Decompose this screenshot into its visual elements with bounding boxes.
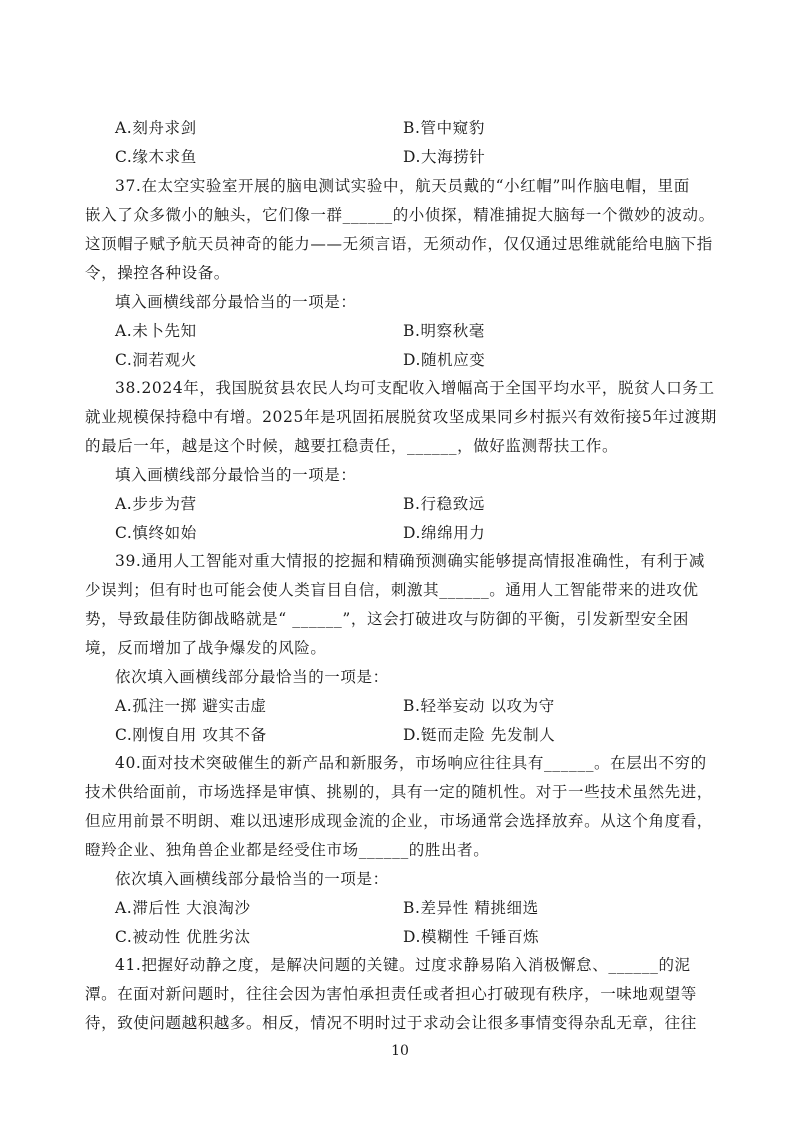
q40-stem-line-3: 但应用前景不明朗、难以迅速形成现金流的企业，市场通常会选择放弃。从这个角度看， — [85, 812, 713, 830]
q39-option-a: A.孤注一掷 避实击虚 — [115, 697, 267, 715]
q39-stem-line-1: 39.通用人工智能对重大情报的挖掘和精确预测确实能够提高情报准确性，有利于减 — [115, 552, 705, 570]
q37-option-a: A.未卜先知 — [115, 322, 197, 340]
q39-prompt: 依次填入画横线部分最恰当的一项是： — [115, 668, 389, 686]
q39-stem-line-3: 势，导致最佳防御战略就是“ ______”，这会打破进攻与防御的平衡，引发新型安全困 — [85, 610, 689, 628]
q39-option-b: B.轻举妄动 以攻为守 — [403, 697, 555, 715]
q38-option-c: C.慎终如始 — [115, 524, 197, 542]
q41-stem-line-3: 待，致使问题越积越多。相反，情况不明时过于求动会让很多事情变得杂乱无章，往往 — [85, 1014, 697, 1032]
q38-option-b: B.行稳致远 — [403, 495, 485, 513]
q38-stem-line-2: 就业规模保持稳中有增。2025年是巩固拓展脱贫攻坚成果同乡村振兴有效衔接5年过渡期 — [85, 408, 717, 426]
q40-stem-line-4: 瞪羚企业、独角兽企业都是经受住市场______的胜出者。 — [85, 841, 490, 859]
q40-option-c: C.被动性 优胜劣汰 — [115, 928, 251, 946]
q36-option-b: B.管中窥豹 — [403, 119, 485, 137]
q38-option-a: A.步步为营 — [115, 495, 197, 513]
q38-stem-line-1: 38.2024年，我国脱贫县农民人均可支配收入增幅高于全国平均水平，脱贫人口务工 — [115, 379, 715, 397]
q36-option-a: A.刻舟求剑 — [115, 119, 197, 137]
q37-stem-line-3: 这顶帽子赋予航天员神奇的能力——无须言语，无须动作，仅仅通过思维就能给电脑下指 — [85, 235, 713, 253]
q38-option-d: D.绵绵用力 — [403, 524, 486, 542]
q37-option-c: C.洞若观火 — [115, 351, 197, 369]
q37-prompt: 填入画横线部分最恰当的一项是： — [115, 293, 357, 311]
q36-option-c: C.缘木求鱼 — [115, 148, 197, 166]
q39-stem-line-4: 境，反而增加了战争爆发的风险。 — [85, 639, 327, 657]
page-number: 10 — [391, 1043, 409, 1059]
q40-stem-line-2: 技术供给面前，市场选择是审慎、挑剔的，具有一定的随机性。对于一些技术虽然先进， — [85, 783, 713, 801]
q37-stem-line-2: 嵌入了众多微小的触头，它们像一群______的小侦探，精准捕捉大脑每一个微妙的波动。 — [85, 206, 715, 224]
q37-option-d: D.随机应变 — [403, 351, 486, 369]
q37-stem-line-1: 37.在太空实验室开展的脑电测试实验中，航天员戴的“小红帽”叫作脑电帽，里面 — [115, 177, 690, 195]
q38-prompt: 填入画横线部分最恰当的一项是： — [115, 466, 357, 484]
q37-option-b: B.明察秋毫 — [403, 322, 485, 340]
q39-stem-line-2: 少误判；但有时也可能会使人类盲目自信，刺激其______。通用人工智能带来的进攻优 — [85, 581, 699, 599]
q40-option-a: A.滞后性 大浪淘沙 — [115, 899, 251, 917]
q40-prompt: 依次填入画横线部分最恰当的一项是： — [115, 870, 389, 888]
q39-option-d: D.铤而走险 先发制人 — [403, 726, 556, 744]
q40-option-d: D.模糊性 千锤百炼 — [403, 928, 540, 946]
q40-stem-line-1: 40.面对技术突破催生的新产品和新服务，市场响应往往具有______。在层出不穷的 — [115, 754, 707, 772]
q38-stem-line-3: 的最后一年，越是这个时候，越要扛稳责任，______，做好监测帮扶工作。 — [85, 437, 619, 455]
q37-stem-line-4: 令，操控各种设备。 — [85, 264, 230, 282]
q39-option-c: C.刚愎自用 攻其不备 — [115, 726, 267, 744]
q41-stem-line-1: 41.把握好动静之度，是解决问题的关键。过度求静易陷入消极懈怠、______的泥 — [115, 956, 691, 974]
q40-option-b: B.差异性 精挑细选 — [403, 899, 539, 917]
q36-option-d: D.大海捞针 — [403, 148, 486, 166]
q41-stem-line-2: 潭。在面对新问题时，往往会因为害怕承担责任或者担心打破现有秩序，一味地观望等 — [85, 985, 697, 1003]
